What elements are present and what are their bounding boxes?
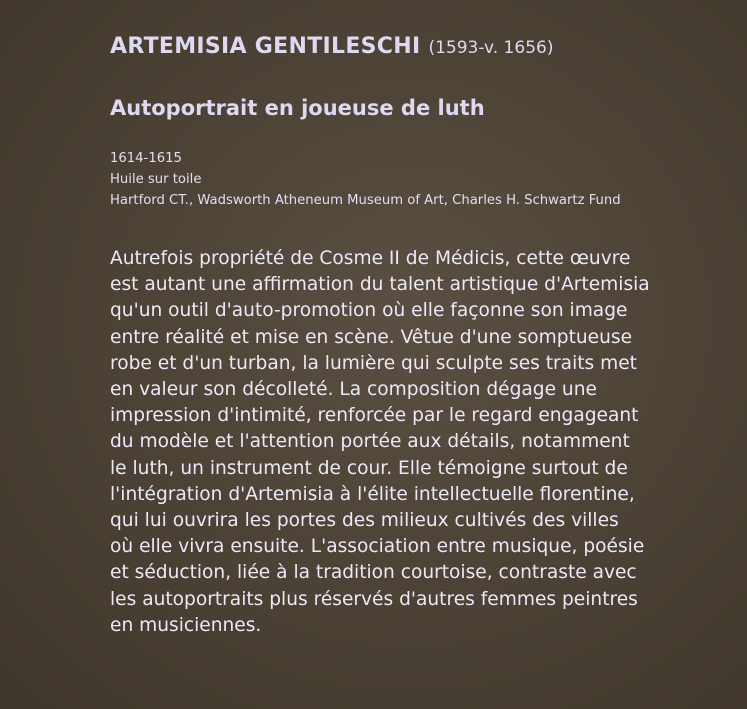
description-line: le luth, un instrument de cour. Elle témoigne surtout de [110, 457, 628, 479]
description-line: impression d'intimité, renforcée par le regard engageant [110, 405, 639, 427]
artwork-date: 1614-1615 [110, 151, 182, 166]
description-line: qui lui ouvrira les portes des milieux cultivés des villes [110, 510, 619, 532]
description-line: qu'un outil d'auto-promotion où elle façonne son image [110, 300, 628, 322]
artist-heading [110, 34, 553, 59]
description-line: Autrefois propriété de Cosme II de Médicis, cette œuvre [110, 248, 631, 269]
description-line: l'intégration d'Artemisia à l'élite intellectuelle florentine, [110, 483, 635, 505]
description-text [110, 246, 690, 639]
description-line: entre réalité et mise en scène. Vêtue d'une somptueuse [110, 326, 633, 348]
artwork-meta [110, 148, 621, 211]
description-line: est autant une affirmation du talent artistique d'Artemisia [110, 274, 650, 296]
artist-dates: (1593-v. 1656) [428, 38, 554, 58]
description-line: et séduction, liée à la tradition courtoise, contraste avec [110, 562, 637, 584]
description-line: robe et d'un turban, la lumière qui sculpte ses traits met [110, 352, 637, 374]
description-line: en valeur son décolleté. La composition dégage une [110, 379, 597, 401]
description-line: du modèle et l'attention portée aux détails, notamment [110, 431, 630, 453]
description-line: où elle vivra ensuite. L'association entre musique, poésie [110, 536, 645, 558]
artwork-title: Autoportrait en joueuse de luth [110, 96, 485, 120]
artist-name: ARTEMISIA GENTILESCHI [110, 34, 421, 59]
description-line: en musiciennes. [110, 614, 262, 636]
artwork-collection: Hartford CT., Wadsworth Atheneum Museum of Art, Charles H. Schwartz Fund [110, 193, 621, 208]
artwork-medium: Huile sur toile [110, 172, 202, 187]
description-line: les autoportraits plus réservés d'autres femmes peintres [110, 588, 638, 610]
